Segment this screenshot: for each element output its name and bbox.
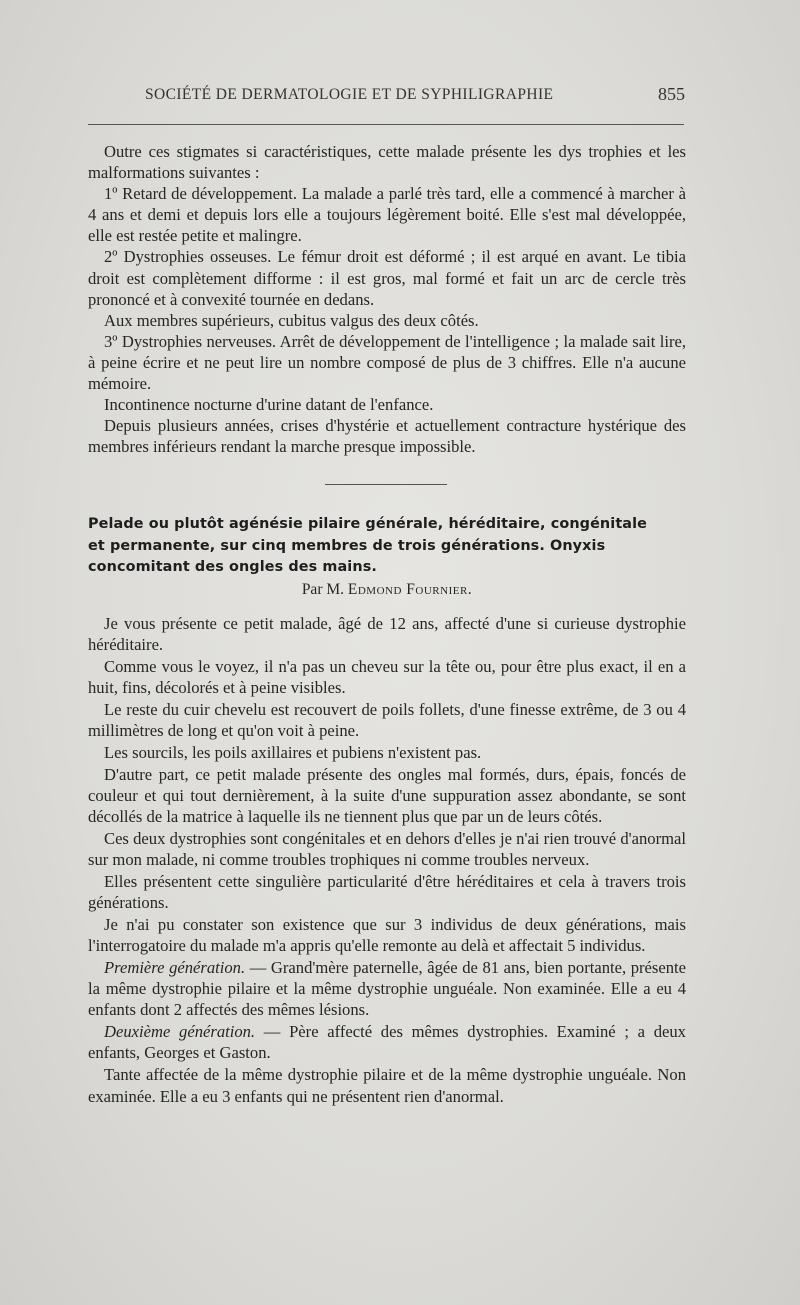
paragraph: Comme vous le voyez, il n'a pas un cheveu sur la tête ou, pour être plus exact, il en a huit, fins, décolorés et à peine visibles. (88, 657, 686, 698)
generation-paragraph (88, 957, 686, 1020)
paragraph: 2º Dystrophies osseuses. Le fémur droit est déformé ; il est arqué en avant. Le tibia droit est complètement difforme : il est gros, mal formé et fait un arc de cercle très prononcé et à convexité tournée en dedans. (88, 247, 686, 309)
section-title (88, 514, 686, 579)
paragraph: Je n'ai pu constater son existence que sur 3 individus de deux générations, mais l'interrogatoire du malade m'a appris qu'elle remonte au delà et affectait 5 individus. (88, 915, 686, 956)
paragraph: Incontinence nocturne d'urine datant de l'enfance. (104, 395, 434, 415)
paragraph: 1º Retard de développement. La malade a parlé très tard, elle a commencé à marcher à 4 ans et demi et depuis lors elle a toujours légèrement boité. Elle s'est mal développée, elle est restée petite et malingre. (88, 184, 686, 246)
generation-text: — Grand'mère paternelle, âgée de 81 ans, bien portante, présente la même dystrophie pilaire et la même dystrophie unguéale. Non examinée. Elle a eu 4 enfants dont 2 affectés des mêmes lésions. (88, 958, 687, 1020)
body-text-block (88, 613, 686, 1107)
section-title-line: et permanente, sur cinq membres de trois générations. Onyxis (88, 537, 606, 554)
running-title: SOCIÉTÉ DE DERMATOLOGIE ET DE SYPHILIGRAPHIE (145, 86, 554, 103)
generation-label: Deuxième génération. (104, 1022, 256, 1042)
paragraph: D'autre part, ce petit malade présente des ongles mal formés, durs, épais, foncés de couleur et qui tout dernièrement, à la suite d'une suppuration assez abondante, se sont décollés de la matrice à laquelle ils ne tiennent plus que par un de leurs côtés. (88, 765, 686, 827)
author-name: Edmond Fournier. (347, 581, 473, 598)
page-number: 855 (658, 84, 685, 104)
paragraph: Depuis plusieurs années, crises d'hystérie et actuellement contracture hystérique des membres inférieurs rendant la marche presque impossible. (88, 416, 686, 457)
paragraph: Le reste du cuir chevelu est recouvert de poils follets, d'une finesse extrême, de 3 ou 4 millimètres de long et qu'on voit à peine. (88, 700, 686, 741)
section-title-line: Pelade ou plutôt agénésie pilaire générale, héréditaire, congénitale (88, 516, 647, 532)
paragraph: Je vous présente ce petit malade, âgé de 12 ans, affecté d'une si curieuse dystrophie héréditaire. (88, 614, 686, 655)
intro-text-block (88, 141, 686, 457)
generation-text: — Père affecté des mêmes dystrophies. Examiné ; a deux enfants, Georges et Gaston. (88, 1022, 686, 1063)
generation-label: Première génération. (104, 958, 246, 978)
paragraph: Aux membres supérieurs, cubitus valgus des deux côtés. (104, 310, 479, 330)
paragraph: Elles présentent cette singulière particularité d'être héréditaires et cela à travers trois générations. (88, 872, 686, 913)
author-prefix: Par M. (301, 581, 345, 598)
author-line (88, 580, 686, 600)
generation-paragraph (88, 1021, 686, 1063)
paragraph: 3º Dystrophies nerveuses. Arrêt de développement de l'intelligence ; la malade sait lire, à peine écrire et ne peut lire un nombre composé de plus de 3 chiffres. Elle n'a aucune mémoire. (88, 331, 686, 394)
paragraph: Les sourcils, les poils axillaires et pubiens n'existent pas. (104, 743, 482, 763)
paragraph: Tante affectée de la même dystrophie pilaire et de la même dystrophie unguéale. Non examinée. Elle a eu 3 enfants qui ne présentent rien d'anormal. (88, 1065, 686, 1106)
paragraph: Ces deux dystrophies sont congénitales et en dehors d'elles je n'ai rien trouvé d'anormal sur mon malade, ni comme troubles trophiques ni comme troubles nerveux. (88, 829, 686, 870)
header-rule (88, 124, 684, 125)
section-title-line: concomitant des ongles des mains. (88, 559, 377, 575)
section-separator (325, 484, 447, 485)
running-header (145, 86, 685, 104)
paragraph: Outre ces stigmates si caractéristiques, cette malade présente les dys trophies et les malformations suivantes : (88, 142, 686, 183)
